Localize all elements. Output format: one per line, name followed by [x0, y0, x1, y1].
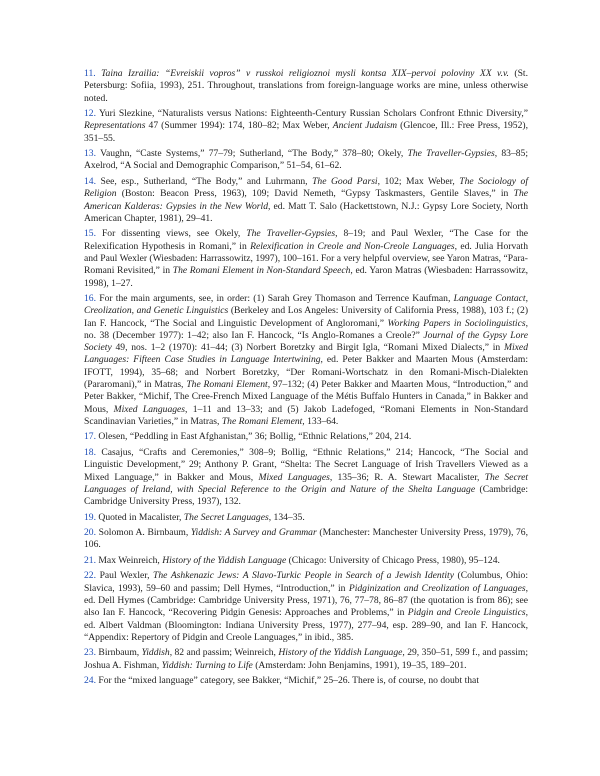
footnote-number: 18. [84, 446, 96, 458]
footnote [84, 512, 528, 524]
italic-title: The Secret Languages [183, 511, 269, 523]
italic-title: Mixed Languages [113, 403, 186, 415]
italic-title: Yiddish: Turning to Life [161, 659, 253, 671]
footnote [84, 293, 528, 428]
footnote-number: 11. [84, 68, 96, 79]
footnote-text: (Columbus, Ohio: Slavica, 1993), 59–60 and passim; Dell Hymes, “Introduction,” in [84, 570, 528, 594]
footnote-text: 47 (Summer 1994): 174, 180–82; Max Weber, [145, 120, 333, 132]
italic-title: Taina Izrailia: “Evreiskii vopros” v russkoi religioznoi mysli kontsa XIX–pervoi poloviny XX v.v. [101, 68, 509, 79]
italic-title: Relexification in Creole and Non-Creole Languages [250, 240, 455, 252]
footnote-text: (Chicago: University of Chicago Press, 1980), 95–124. [286, 554, 500, 566]
footnote-text: Vaughn, “Caste Systems,” 77–79; Sutherland, “The Body,” 378–80; Okely, [100, 148, 408, 160]
footnote-number: 12. [84, 108, 96, 120]
italic-title: Pidgin and Creole Linguistics [407, 607, 526, 619]
footnote-text: (Amsterdam: John Benjamins, 1991), 19–35, 189–201. [252, 659, 467, 671]
footnote-text: , no. 38 (December 1977): 1–42; also Ian F. Hancock, “Is Anglo-Romanes a Creole?” [84, 317, 528, 341]
footnote-text: 49, nos. 1–2 (1970): 41–44; (3) Norbert Boretzky and Birgit Igla, “Romani Mixed Dialects,” in [111, 342, 505, 354]
footnote-text: (Berkeley and Los Angeles: University of California Press, 1988), 103 f.; (2) Ian F. Hancock, “The Social and Linguistic Development of Angloromani,” [84, 305, 529, 329]
italic-title: The Romani Element [221, 415, 303, 427]
italic-title: History of the Yiddish Language [162, 554, 287, 566]
italic-title: The Romani Element [186, 379, 268, 391]
footnote-text: , 135–36; R. A. Stewart Macalister, [329, 471, 485, 483]
italic-title: Ancient Judaism [332, 120, 398, 132]
footnote-number: 13. [84, 148, 96, 160]
italic-title: Representations [84, 120, 146, 132]
italic-title: Yiddish: A Survey and Grammar [190, 527, 317, 539]
footnote-text: For the main arguments, see, in order: (1) Sarah Grey Thomason and Terrence Kaufman, [99, 292, 454, 304]
italic-title: The American Kalderas: Gypsies in the New World [84, 188, 528, 212]
footnote-text: , 134–35. [268, 511, 305, 523]
footnote-number: 24. [84, 675, 96, 687]
footnote-text: Birnbaum, [98, 647, 142, 659]
footnote-text: Yuri Slezkine, “Naturalists versus Nations: Eighteenth-Century Russian Scholars Confront Ethnic Diversity,” [99, 108, 528, 120]
italic-title: History of the Yiddish Language [278, 647, 403, 659]
footnote-number: 19. [84, 511, 96, 523]
footnote-text: See, esp., Sutherland, “The Body,” and Luhrmann, [100, 175, 313, 187]
footnote [84, 447, 528, 508]
footnote-text: , ed. Dell Hymes (Cambridge: Cambridge University Press, 1971), 76, 77–78, 86–87 (the quotation is from 86); see also Ian F. Hancock, “Recovering Pidgin Genesis: Approaches and Problems,” in [84, 582, 529, 619]
footnote-text: , 83–85; Axelrod, “A Social and Demographic Comparison,” 51–54, 61–62. [84, 148, 528, 172]
footnote-text: Paul Wexler, [99, 570, 154, 582]
footnote-text: , 133–64. [302, 415, 339, 427]
footnote-text: , 1–11 and 13–33; and (5) Jakob Ladefoged, “Romani Elements in Non-Standard Scandinavian Varieties,” in Matras, [84, 403, 529, 427]
footnote [84, 675, 528, 687]
italic-title: The Traveller-Gypsies [407, 148, 495, 160]
italic-title: Working Papers in Sociolinguistics [387, 317, 526, 329]
footnote-number: 20. [84, 527, 96, 539]
footnote-text: (Glencoe, Ill.: Free Press, 1952), 351–55. [84, 120, 528, 144]
footnote [84, 647, 528, 672]
footnote [84, 527, 528, 552]
footnote-text: , 97–132; (4) Peter Bakker and Maarten Mous, “Introduction,” and Peter Bakker, “Michif, The Cree-French Mixed Language of the Métis Buffalo Hunters in Canada,” in Bakker and Mous, [84, 379, 529, 415]
footnote-text: , ed. Julia Horvath and Paul Wexler (Wiesbaden: Harrassowitz, 1997), 100–161. For a very helpful overview, see Yaron Matras, “Para-Romani Revisited,” in [84, 240, 528, 277]
footnote [84, 176, 528, 225]
footnote-number: 23. [84, 647, 96, 659]
footnote-text: , 29, 350–51, 599 f., and passim; Joshua A. Fishman, [84, 647, 529, 671]
italic-title: The Traveller-Gypsies [246, 228, 336, 240]
footnote-text: , 82 and passim; Weinreich, [169, 647, 279, 659]
italic-title: Yiddish [141, 647, 170, 659]
footnote-text: (Boston: Beacon Press, 1963), 109; David Nemeth, “Gypsy Taskmasters, Gentile Slaves,” in [116, 188, 514, 200]
footnote-text: Casajus, “Crafts and Ceremonies,” 308–9; Bollig, “Ethnic Relations,” 214; Hancock, “The Social and Linguistic Development,” 29; Anthony P. Grant, “Shelta: The Secret Language of Irish Travellers Viewed as a Mixed Language,” in Bakker and Mous, [84, 446, 528, 483]
footnote-text: , ed. Albert Valdman (Bloomington: Indiana University Press, 1977), 277–94, esp. 289–90, and Ian F. Hancock, “Appendix: Repertory of Pidgin and Creole Languages,” in ibid., 385. [84, 607, 528, 643]
footnote-text: For the “mixed language” category, see Bakker, “Michif,” 25–26. There is, of course, no doubt that [98, 675, 479, 687]
footnote [84, 431, 528, 443]
footnote [84, 570, 528, 644]
footnote [84, 148, 528, 173]
italic-title: The Secret Languages of Ireland, with Special Reference to the Origin and Nature of the Shelta Language [84, 471, 528, 495]
italic-title: Language Contact, Creolization, and Genetic Linguistics [84, 292, 528, 317]
italic-title: The Good Parsi [312, 175, 378, 187]
italic-title: Journal of the Gypsy Lore Society [84, 329, 528, 354]
footnote [84, 228, 528, 289]
footnote-number: 15. [84, 228, 96, 240]
footnote-number: 17. [84, 431, 96, 443]
footnote-text: Quoted in Macalister, [98, 511, 184, 523]
footnote-number: 14. [84, 175, 96, 187]
footnote-text: Max Weinreich, [98, 554, 163, 566]
italic-title: Mixed Languages: Fifteen Case Studies in Language Intertwining [84, 342, 528, 366]
footnote-text: Olesen, “Peddling in East Afghanistan,” 36; Bollig, “Ethnic Relations,” 204, 214. [98, 431, 412, 443]
footnotes-page [84, 68, 528, 691]
footnote-text: For dissenting views, see Okely, [101, 228, 247, 240]
footnote [84, 108, 528, 145]
italic-title: The Sociology of Religion [84, 175, 528, 200]
italic-title: Pidginization and Creolization of Languages [348, 582, 526, 594]
footnote-text: Solomon A. Birnbaum, [98, 527, 191, 539]
footnote-number: 21. [84, 554, 96, 566]
footnote-number: 16. [84, 292, 96, 304]
italic-title: Mixed Languages [258, 471, 330, 483]
footnote-text: , ed. Peter Bakker and Maarten Mous (Amsterdam: IFOTT, 1994), 35–68; and Norbert Boretzky, “Der Romani-Wortschatz in den Romani-Misch-Dialekten (Pararomani),” in Matras, [84, 354, 528, 391]
footnote-text: , 8–19; and Paul Wexler, “The Case for the Relexification Hypothesis in Romani,” in [84, 228, 528, 252]
footnote [84, 555, 528, 567]
footnote-text: (St. Petersburg: Sofiia, 1993), 251. Throughout, translations from foreign-language works are mine, unless otherwise noted. [84, 68, 528, 104]
footnote-text: (Manchester: Manchester University Press, 1979), 76, 106. [84, 527, 528, 551]
footnote-number: 22. [84, 570, 96, 582]
footnote-text: , ed. Matt T. Salo (Hackettstown, N.J.: Gypsy Lore Society, North American Chapter, 1981), 29–41. [84, 200, 529, 224]
footnote [84, 68, 528, 105]
footnote-text: (Cambridge: Cambridge University Press, 1937), 132. [84, 483, 528, 508]
italic-title: The Ashkenazic Jews: A Slavo-Turkic People in Search of a Jewish Identity [153, 570, 454, 582]
footnote-text: , ed. Yaron Matras (Wiesbaden: Harrassowitz, 1998), 1–27. [84, 265, 528, 289]
italic-title: The Romani Element in Non-Standard Speech [172, 265, 351, 277]
footnote-text: , 102; Max Weber, [377, 175, 460, 187]
